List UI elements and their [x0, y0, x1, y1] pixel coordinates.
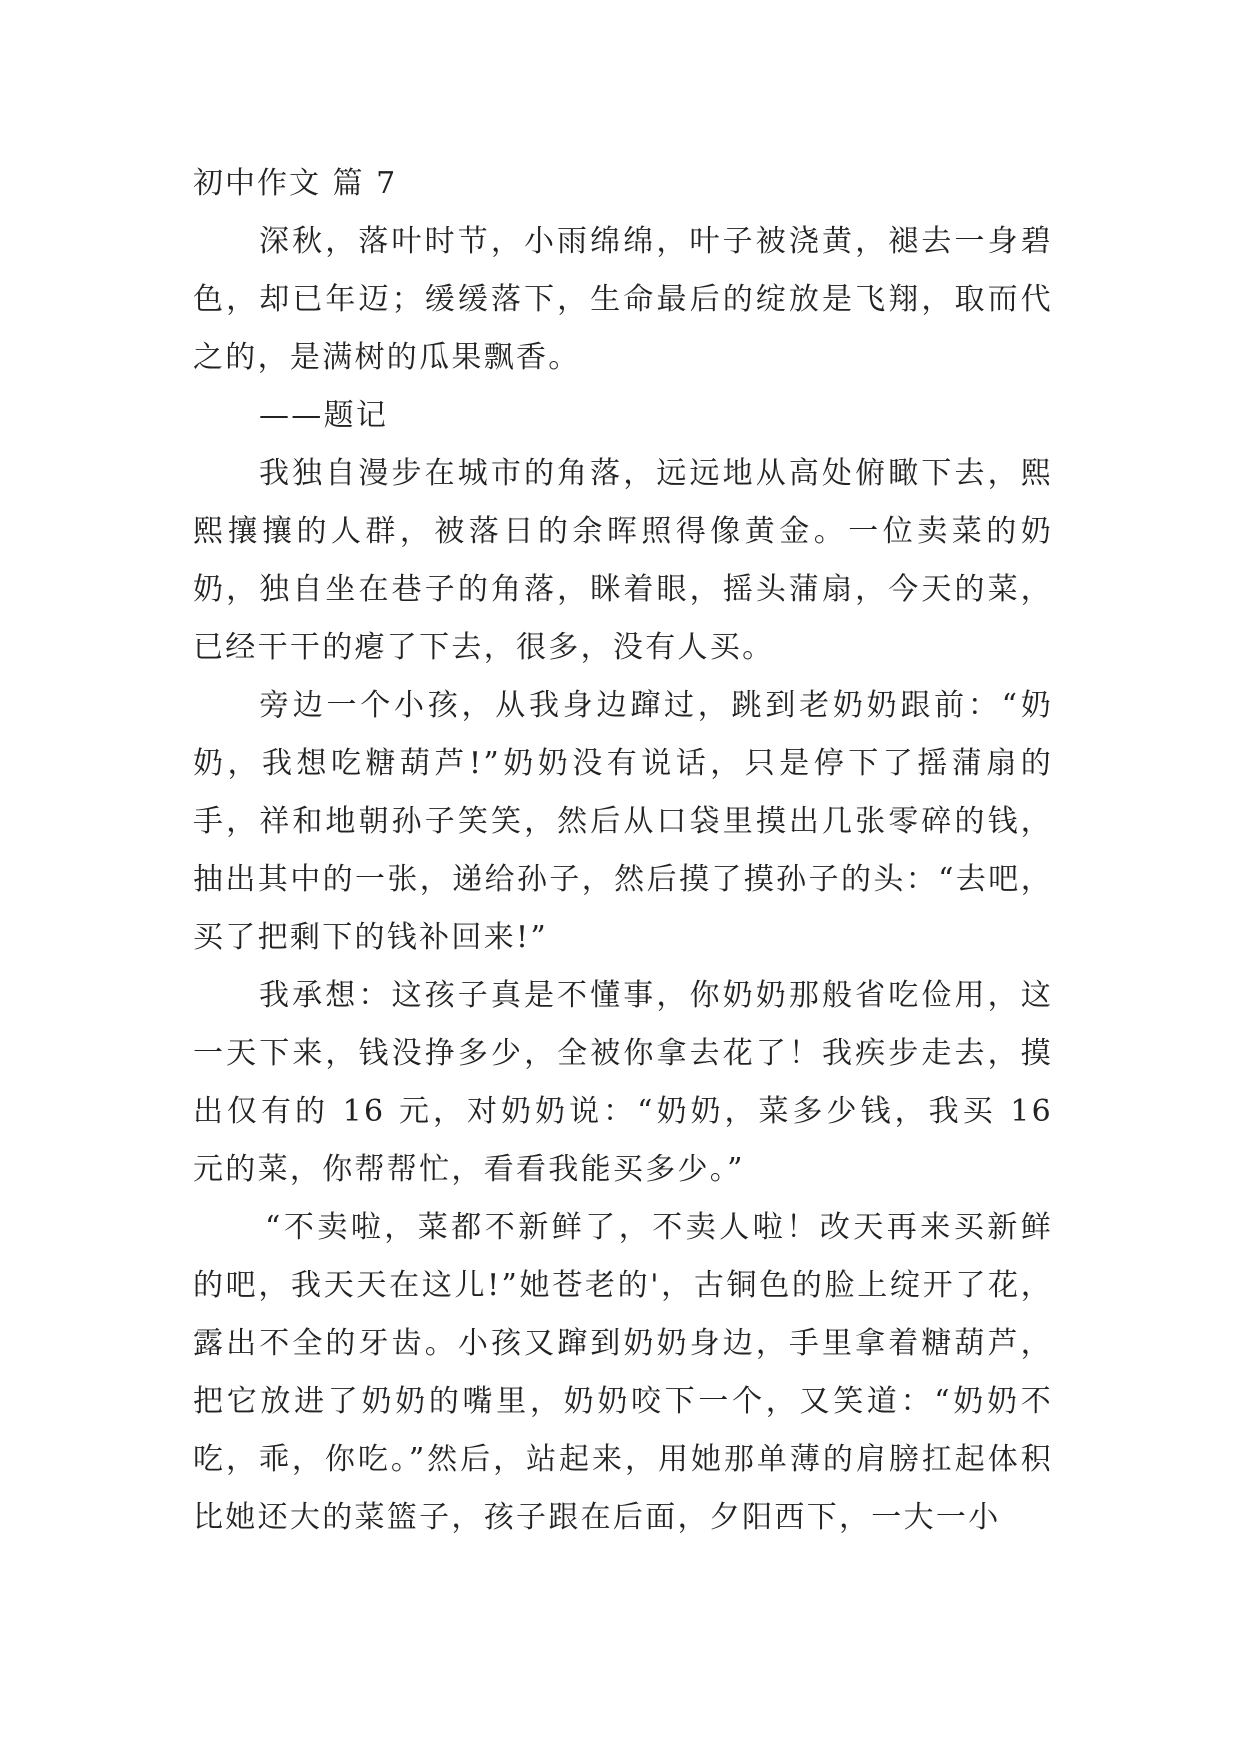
paragraph-4: “不卖啦，菜都不新鲜了，不卖人啦！改天再来买新鲜的吧，我天天在这儿!”她苍老的'，古铜色的脸上绽开了花，露出不全的牙齿。小孩又蹿到奶奶身边，手里拿着糖葫芦，把它放进了奶奶的嘴里，奶奶咬下一个，又笑道：“奶奶不吃，乖，你吃。”然后，站起来，用她那单薄的肩膀扛起体积比她还大的菜篮子，孩子跟在后面，夕阳西下，一大一小: [193, 1210, 1053, 1535]
essay-title: 初中作文 篇 7: [193, 166, 398, 201]
essay-body: [193, 155, 1053, 1547]
paragraph-3: 我承想：这孩子真是不懂事，你奶奶那般省吃俭用，这一天下来，钱没挣多少，全被你拿去花了！我疾步走去，摸出仅有的 16 元，对奶奶说：“奶奶，菜多少钱，我买 16 元的菜，你帮帮忙，看看我能买多少。”: [193, 978, 1053, 1187]
paragraph-intro: 深秋，落叶时节，小雨绵绵，叶子被浇黄，褪去一身碧色，却已年迈；缓缓落下，生命最后的绽放是飞翔，取而代之的，是满树的瓜果飘香。: [193, 224, 1053, 375]
paragraph-2: 旁边一个小孩，从我身边蹿过，跳到老奶奶跟前：“奶奶，我想吃糖葫芦!”奶奶没有说话，只是停下了摇蒲扇的手，祥和地朝孙子笑笑，然后从口袋里摸出几张零碎的钱，抽出其中的一张，递给孙子，然后摸了摸孙子的头：“去吧，买了把剩下的钱补回来!”: [193, 688, 1053, 955]
paragraph-1: 我独自漫步在城市的角落，远远地从高处俯瞰下去，熙熙攘攘的人群，被落日的余晖照得像黄金。一位卖菜的奶奶，独自坐在巷子的角落，眯着眼，摇头蒲扇，今天的菜，已经干干的瘪了下去，很多，没有人买。: [193, 456, 1053, 665]
paragraph-epigraph-note: ——题记: [259, 398, 389, 433]
